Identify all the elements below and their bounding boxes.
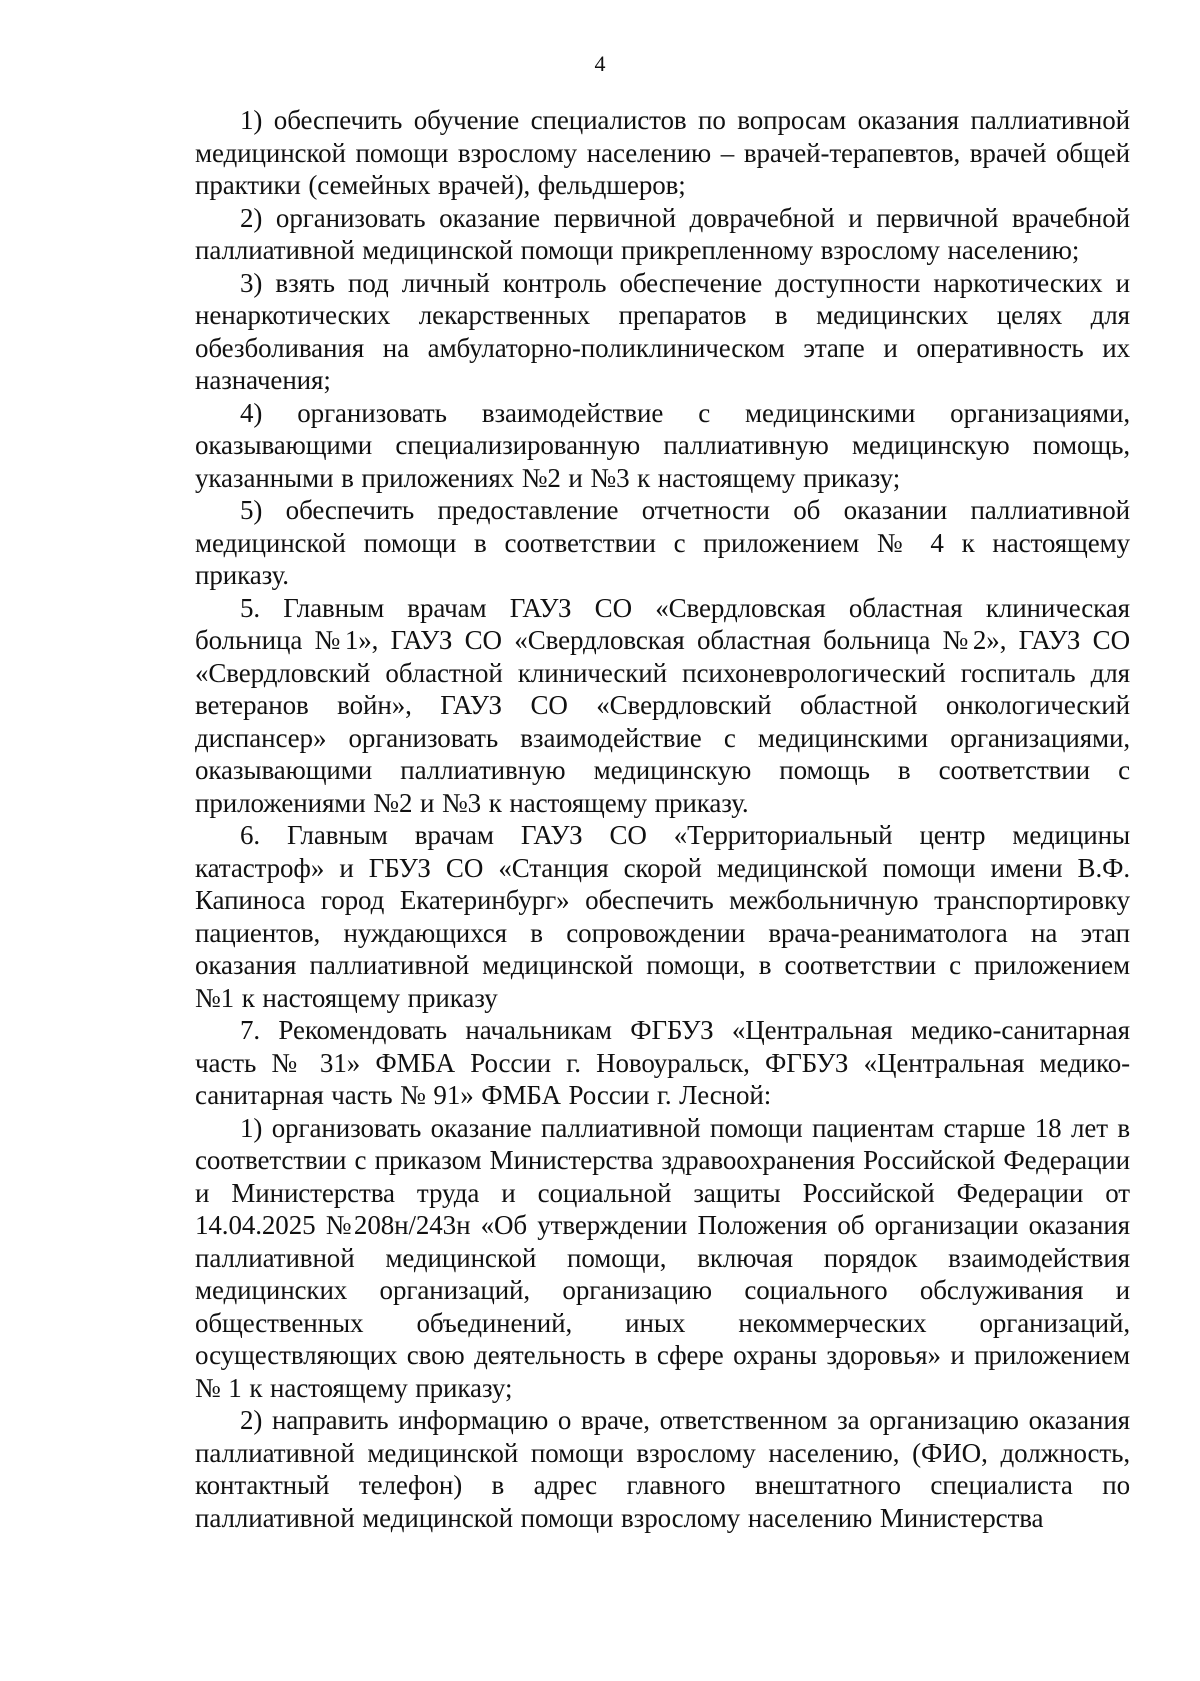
paragraph-section-7: 7. Рекомендовать начальникам ФГБУЗ «Центральная медико-санитарная часть № 31» ФМБА России г. Новоуральск, ФГБУЗ «Центральная медико-санитарная часть № 91» ФМБА России г. Лесной:	[195, 1015, 1130, 1110]
paragraph-section-6: 6. Главным врачам ГАУЗ СО «Территориальный центр медицины катастроф» и ГБУЗ СО «Станция скорой медицинской помощи имени В.Ф. Капиноса город Екатеринбург» обеспечить межбольничную транспортировку пациентов, нуждающихся в сопровождении врача-реаниматолога на этап оказания паллиативной медицинской помощи, в соответствии с приложением №1 к настоящему приказу	[195, 820, 1130, 1013]
paragraph-section-7-item-1: 1) организовать оказание паллиативной помощи пациентам старше 18 лет в соответствии с приказом Министерства здравоохранения Российской Федерации и Министерства труда и социальной защиты Российской Федерации от 14.04.2025 №208н/243н «Об утверждении Положения об организации оказания паллиативной медицинской помощи, включая порядок взаимодействия медицинских организаций, организацию социального обслуживания и общественных объединений, иных некоммерческих организаций, осуществляющих свою деятельность в сфере охраны здоровья» и приложением № 1 к настоящему приказу;	[195, 1112, 1130, 1403]
paragraph-section-7-item-2: 2) направить информацию о враче, ответственном за организацию оказания паллиативной медицинской помощи взрослому населению, (ФИО, должность, контактный телефон) в адрес главного внештатного специалиста по паллиативной медицинской помощи взрослому населению Министерства	[195, 1405, 1130, 1533]
paragraph-item-1: 1) обеспечить обучение специалистов по вопросам оказания паллиативной медицинской помощи взрослому населению – врачей-терапевтов, врачей общей практики (семейных врачей), фельдшеров;	[195, 105, 1130, 200]
paragraph-item-5: 5) обеспечить предоставление отчетности об оказании паллиативной медицинской помощи в соответствии с приложением № 4 к настоящему приказу.	[195, 495, 1130, 590]
paragraph-item-3: 3) взять под личный контроль обеспечение доступности наркотических и ненаркотических лекарственных препаратов в медицинских целях для обезболивания на амбулаторно-поликлиническом этапе и оперативность их назначения;	[195, 267, 1130, 395]
page-number: 4	[594, 51, 606, 76]
paragraph-item-4: 4) организовать взаимодействие с медицинскими организациями, оказывающими специализированную паллиативную медицинскую помощь, указанными в приложениях №2 и №3 к настоящему приказу;	[195, 397, 1130, 493]
paragraph-section-5: 5. Главным врачам ГАУЗ СО «Свердловская областная клиническая больница №1», ГАУЗ СО «Свердловская областная больница №2», ГАУЗ СО «Свердловский областной клинический психоневрологический госпиталь для ветеранов войн», ГАУЗ СО «Свердловский областной онкологический диспансер» организовать взаимодействие с медицинскими организациями, оказывающими паллиативную медицинскую помощь в соответствии с приложениями №2 и №3 к настоящему приказу.	[195, 592, 1130, 818]
paragraph-item-2: 2) организовать оказание первичной доврачебной и первичной врачебной паллиативной медицинской помощи прикрепленному взрослому населению;	[195, 202, 1130, 265]
document-body	[195, 104, 1130, 1534]
